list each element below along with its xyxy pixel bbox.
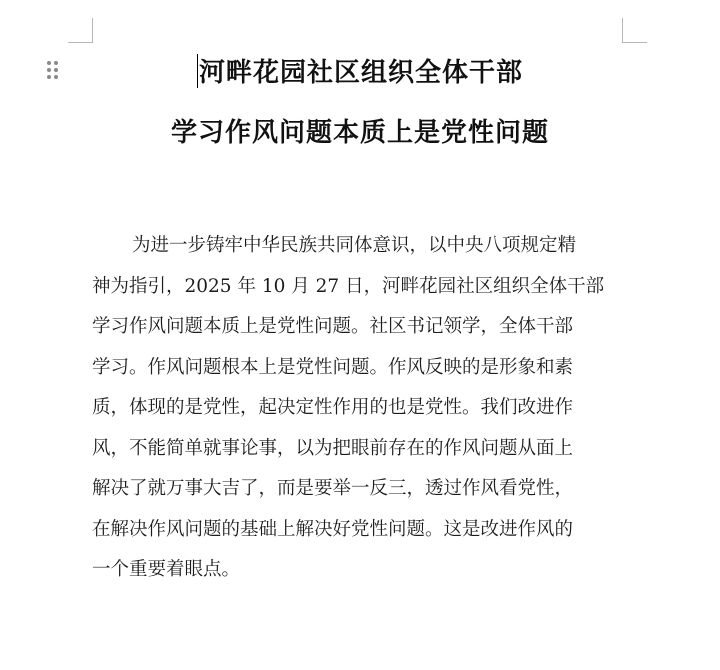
document-title-line-2[interactable] — [0, 112, 720, 149]
paragraph-line: 质，体现的是党性，起决定性作用的也是党性。我们改进作 — [92, 397, 574, 418]
body-paragraph[interactable] — [92, 226, 632, 591]
paragraph-line: 一个重要着眼点。 — [92, 559, 241, 580]
paragraph-line: 学习。作风问题根本上是党性问题。作风反映的是形象和素 — [92, 356, 574, 378]
paragraph-line: 为进一步铸牢中华民族共同体意识，以中央八项规定精 — [132, 235, 577, 256]
text-cursor — [197, 54, 198, 88]
paragraph-line: 神为指引，2025 年 10 月 27 日，河畔花园社区组织全体干部 — [92, 275, 605, 297]
title-line-1-text: 河畔花园社区组织全体干部 — [198, 58, 523, 88]
top-left-margin-mark — [68, 18, 93, 43]
document-title-line-1[interactable] — [0, 52, 720, 89]
paragraph-line: 风，不能简单就事论事，以为把眼前存在的作风问题从面上 — [92, 437, 574, 459]
title-line-2-text: 学习作风问题本质上是党性问题 — [170, 118, 549, 148]
paragraph-line: 学习作风问题本质上是党性问题。社区书记领学，全体干部 — [92, 316, 574, 337]
paragraph-line: 解决了就万事大吉了，而是要举一反三，透过作风看党性， — [92, 478, 574, 499]
top-right-margin-mark — [622, 18, 647, 43]
paragraph-line: 在解决作风问题的基础上解决好党性问题。这是改进作风的 — [92, 518, 574, 540]
